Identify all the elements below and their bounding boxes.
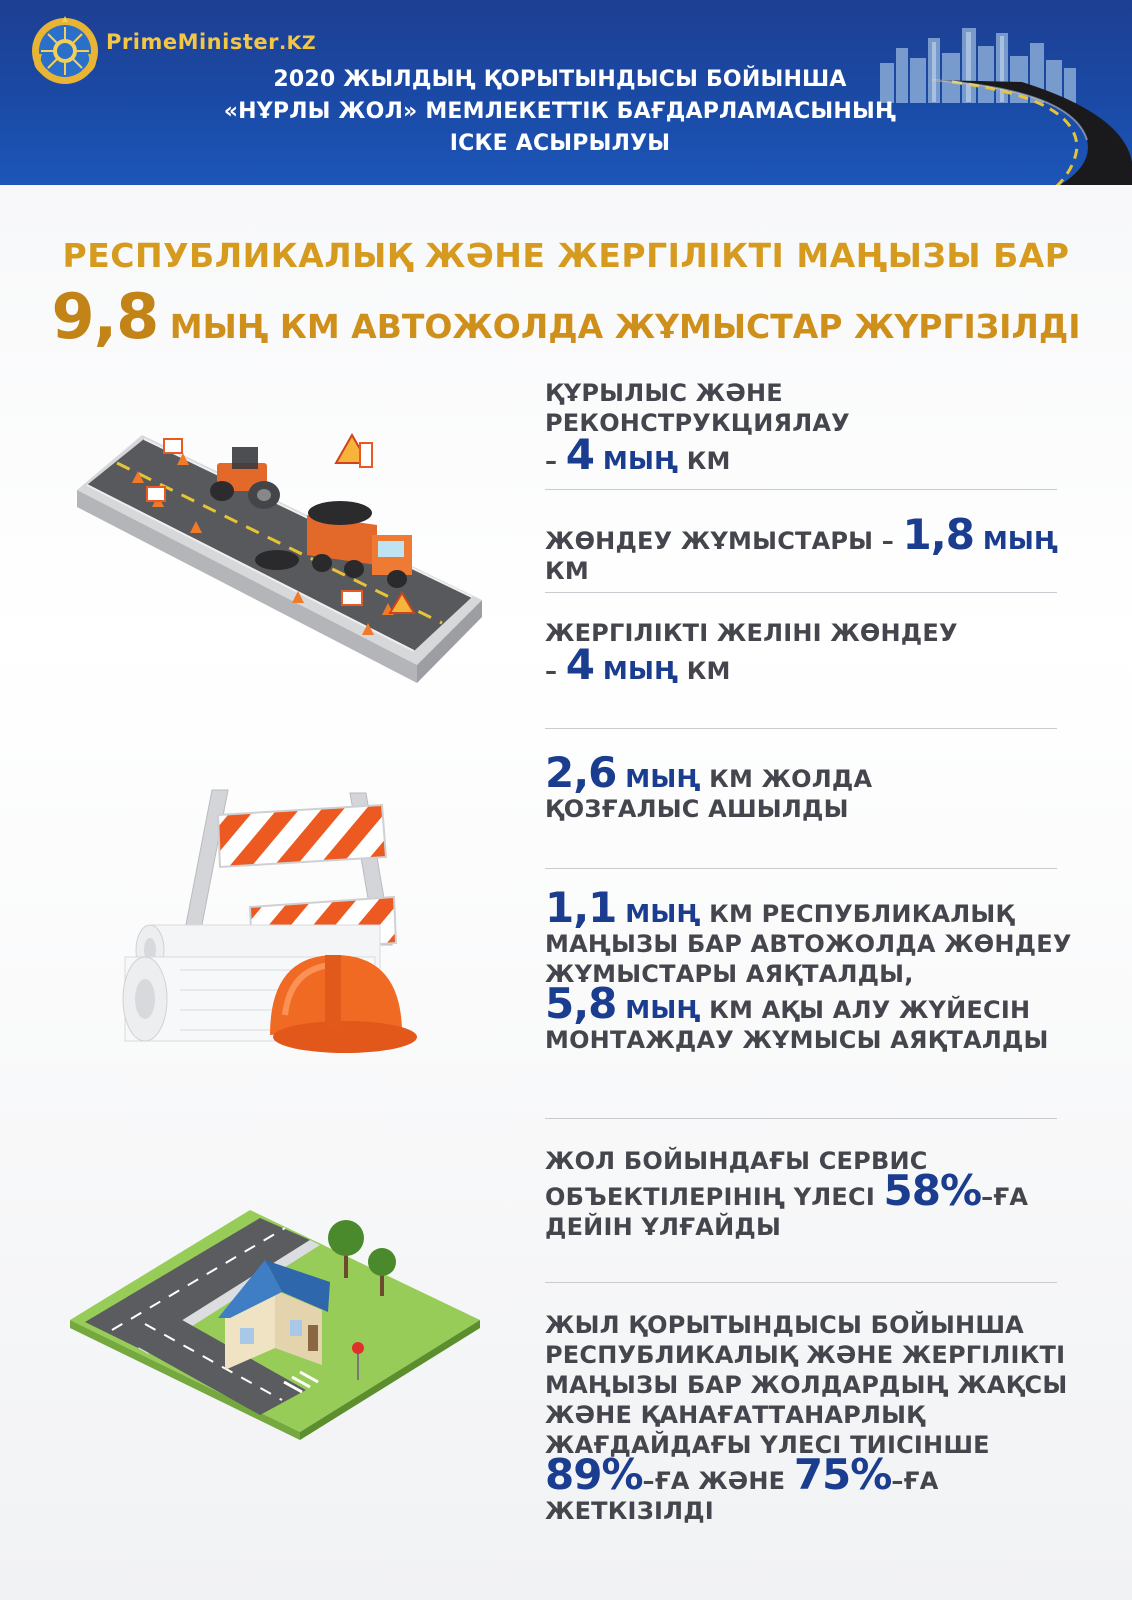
stat-repair-completed-unit-2: МЫҢ [616,995,701,1024]
divider [545,592,1057,593]
stat-condition-number-2: 75% [793,1450,892,1499]
site-name-prefix: PrimeMinister [106,30,279,54]
title-line-1: 2020 ЖЫЛДЫҢ ҚОРЫТЫНДЫСЫ БОЙЫНША [273,67,847,92]
stat-repair-km: КМ [545,557,589,585]
headline-big-number: 9,8 [51,280,159,353]
stat-repair [545,510,1075,586]
stat-repair-completed-text-3: ЖҰМЫСТАРЫ АЯҚТАЛДЫ, [545,960,914,988]
stat-repair-completed-text-5: МОНТАЖДАУ ЖҰМЫСЫ АЯҚТАЛДЫ [545,1026,1049,1054]
stat-repair-completed-unit-1: МЫҢ [616,899,701,928]
stat-service-text-1: ЖОЛ БОЙЫНДАҒЫ СЕРВИС [545,1147,928,1175]
stat-local-network-label: ЖЕРГІЛІКТІ ЖЕЛІНІ ЖӨНДЕУ [545,619,958,647]
stat-condition-text-2: РЕСПУБЛИКАЛЫҚ ЖӘНЕ ЖЕРГІЛІКТІ [545,1341,1066,1369]
stat-condition-mid: –ҒА ЖӘНЕ [642,1467,794,1495]
road-construction-illustration [72,425,482,685]
stat-repair-label: ЖӨНДЕУ ЖҰМЫСТАРЫ – [545,527,903,555]
stat-condition-text-6: ЖЕТКІЗІЛДІ [545,1497,714,1525]
stat-service-objects [545,1146,1075,1242]
stat-construction-number: 4 [565,430,594,479]
stat-construction-km: КМ [678,447,731,475]
stat-road-condition [545,1310,1075,1526]
stat-local-network-unit: МЫҢ [594,656,679,685]
stat-traffic-text-1: КМ ЖОЛДА [700,765,873,793]
hard-hat-icon [270,955,417,1053]
stat-repair-completed-number-1: 1,1 [545,883,617,932]
site-name [106,30,316,54]
stat-service-number: 58% [883,1166,982,1215]
stat-construction-unit: МЫҢ [594,446,679,475]
divider [545,489,1057,490]
headline-line-1: РЕСПУБЛИКАЛЫҚ ЖӘНЕ ЖЕРГІЛІКТІ МАҢЫЗЫ БАР [62,236,1070,275]
stat-repair-completed-number-2: 5,8 [545,979,617,1028]
stat-local-network-km: КМ [678,657,731,685]
stat-traffic-unit: МЫҢ [616,764,701,793]
headline-line-2 [0,280,1132,353]
stat-condition-text-1: ЖЫЛ ҚОРЫТЫНДЫСЫ БОЙЫНША [545,1311,1024,1339]
stat-service-suffix: –ҒА [981,1183,1029,1211]
stat-traffic-text-2: ҚОЗҒАЛЫС АШЫЛДЫ [545,795,849,823]
stat-repair-unit: МЫҢ [973,526,1059,555]
construction-barrier-illustration [120,785,430,1075]
stat-service-text-3: ДЕЙІН ҰЛҒАЙДЫ [545,1213,782,1241]
page-title [200,64,920,160]
stat-repair-completed [545,883,1075,1055]
stat-repair-completed-text-2: МАҢЫЗЫ БАР АВТОЖОЛДА ЖӨНДЕУ [545,930,1072,958]
stat-traffic-number: 2,6 [545,748,617,797]
divider [545,728,1057,729]
title-line-2: «НҰРЛЫ ЖОЛ» МЕМЛЕКЕТТІК БАҒДАРЛАМАСЫНЫҢ [223,99,897,124]
stat-construction-dash: – [545,447,566,475]
headline-rest: МЫҢ КМ АВТОЖОЛДА ЖҰМЫСТАР ЖҮРГІЗІЛДІ [158,307,1081,346]
stat-traffic-opened [545,748,1075,824]
stat-local-network [545,618,1075,689]
stat-repair-completed-text-4: КМ АҚЫ АЛУ ЖҮЙЕСІН [700,996,1031,1024]
stat-condition-text-3: МАҢЫЗЫ БАР ЖОЛДАРДЫҢ ЖАҚСЫ [545,1371,1068,1399]
kazakhstan-emblem-icon [28,14,102,88]
stat-service-text-2: ОБЪЕКТІЛЕРІНІҢ ҮЛЕСІ [545,1183,884,1211]
divider [545,1118,1057,1119]
stat-construction-label: ҚҰРЫЛЫС ЖӘНЕ РЕКОНСТРУКЦИЯЛАУ [545,379,850,437]
stat-construction [545,378,1075,479]
divider [545,1282,1057,1283]
stat-repair-number: 1,8 [902,510,974,559]
title-line-3: ІСКЕ АСЫРЫЛУЫ [449,131,671,156]
house-road-illustration [60,1200,480,1440]
stat-local-network-number: 4 [565,640,594,689]
stat-condition-suffix: –ҒА [891,1467,939,1495]
stat-local-network-dash: – [545,657,566,685]
stat-condition-text-5: ЖАҒДАЙДАҒЫ ҮЛЕСІ ТИІСІНШЕ [545,1431,990,1459]
stat-condition-text-4: ЖӘНЕ ҚАНАҒАТТАНАРЛЫҚ [545,1401,925,1429]
site-name-suffix: .KZ [278,32,317,54]
stat-repair-completed-text-1: КМ РЕСПУБЛИКАЛЫҚ [700,900,1015,928]
header-banner [0,0,1132,185]
divider [545,868,1057,869]
stat-condition-number-1: 89% [545,1450,643,1499]
